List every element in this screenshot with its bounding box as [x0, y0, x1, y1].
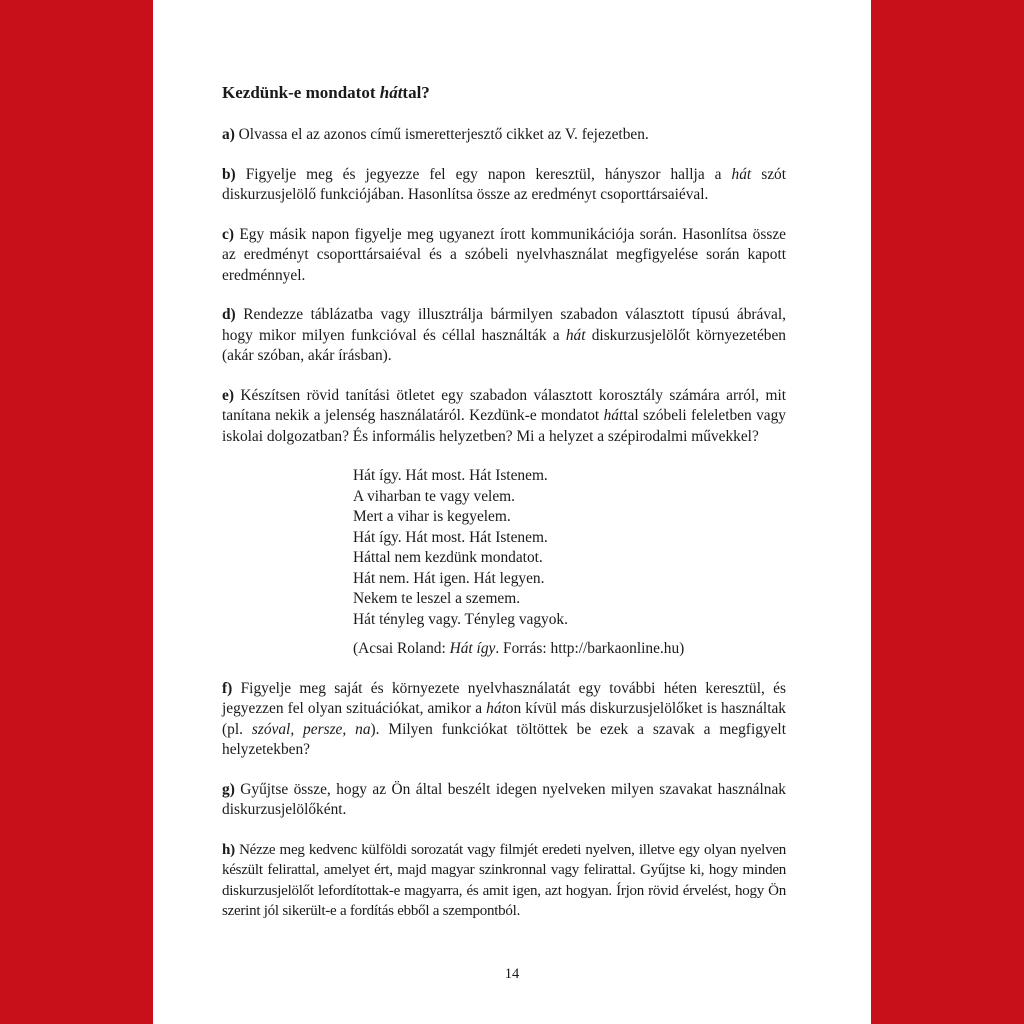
poem-quote — [353, 466, 786, 660]
page-number: 14 — [504, 966, 520, 982]
task-h: h) Nézze meg kedvenc külföldi sorozatát vagy filmjét eredeti nyelven, illetve egy olyan nyelven készült felirattal, amelyet ért, majd magyar szinkronnal vagy felirattal. Gyűjtse ki, hogy minden diskurzusjelölőt lefordítottak-e magyarra, és amit igen, azt hogyan. Írjon rövid érvelést, hogy Ön szerint jól sikerült-e a fordítás ebből a szempontból. — [222, 841, 786, 919]
right-red-border — [871, 0, 1024, 1024]
task-g: g) Gyűjtse össze, hogy az Ön által beszélt idegen nyelveken milyen szavakat használnak diskurzusjelölőként. — [222, 780, 786, 818]
page-content — [222, 82, 786, 941]
poem-source: (Acsai Roland: Hát így. Forrás: http://barkaonline.hu) — [353, 640, 685, 657]
task-e: e) Készítsen rövid tanítási ötletet egy szabadon választott korosztály számára arról, mit tanítana nekik a jelenség használatáról. Kezdünk-e mondatot háttal szóbeli feleletben vagy iskolai dolgozatban? És informális helyzetben? Mi a helyzet a szépirodalmi művekkel? — [222, 386, 787, 445]
left-red-border — [0, 0, 153, 1024]
poem-line: Hát így. Hát most. Hát Istenem. — [353, 528, 548, 546]
task-d: d) Rendezze táblázatba vagy illusztrálja bármilyen szabadon választott típusú ábrával, hogy mikor milyen funkcióval és céllal használták a hát diskurzusjelölőt környezetében (akár szóban, akár írásban). — [222, 306, 786, 364]
poem-line: Nekem te leszel a szemem. — [353, 590, 521, 607]
poem-line: A viharban te vagy velem. — [353, 487, 515, 505]
task-c: c) Egy másik napon figyelje meg ugyanezt írott kommunikációja során. Hasonlítsa össze az eredményt csoporttársaiéval és a szóbeli nyelvhasználat megfigyelése során kapott eredménnyel. — [222, 225, 786, 284]
task-a: a) Olvassa el az azonos című ismeretterjesztő cikket az V. fejezetben. — [222, 126, 649, 143]
task-f: f) Figyelje meg saját és környezete nyelvhasználatát egy további héten keresztül, és jegyezzen fel olyan szituációkat, amikor a háton kívül más diskurzusjelölőket is használtak (pl. szóval, persze, na). Milyen funkciókat töltöttek be ezek a szavak a megfigyelt helyzetekben? — [222, 679, 787, 758]
section-title: Kezdünk-e mondatot háttal? — [222, 83, 430, 102]
poem-line: Hát így. Hát most. Hát Istenem. — [353, 467, 548, 484]
task-b: b) Figyelje meg és jegyezze fel egy napon keresztül, hányszor hallja a hát szót diskurzusjelölő funkciójában. Hasonlítsa össze az eredményt csoporttársaiéval. — [222, 165, 786, 203]
poem-line: Hát tényleg vagy. Tényleg vagyok. — [353, 610, 568, 628]
poem-line: Háttal nem kezdünk mondatot. — [353, 549, 543, 566]
poem-line: Mert a vihar is kegyelem. — [353, 508, 511, 525]
book-page — [153, 0, 871, 1024]
poem-line: Hát nem. Hát igen. Hát legyen. — [353, 569, 545, 587]
